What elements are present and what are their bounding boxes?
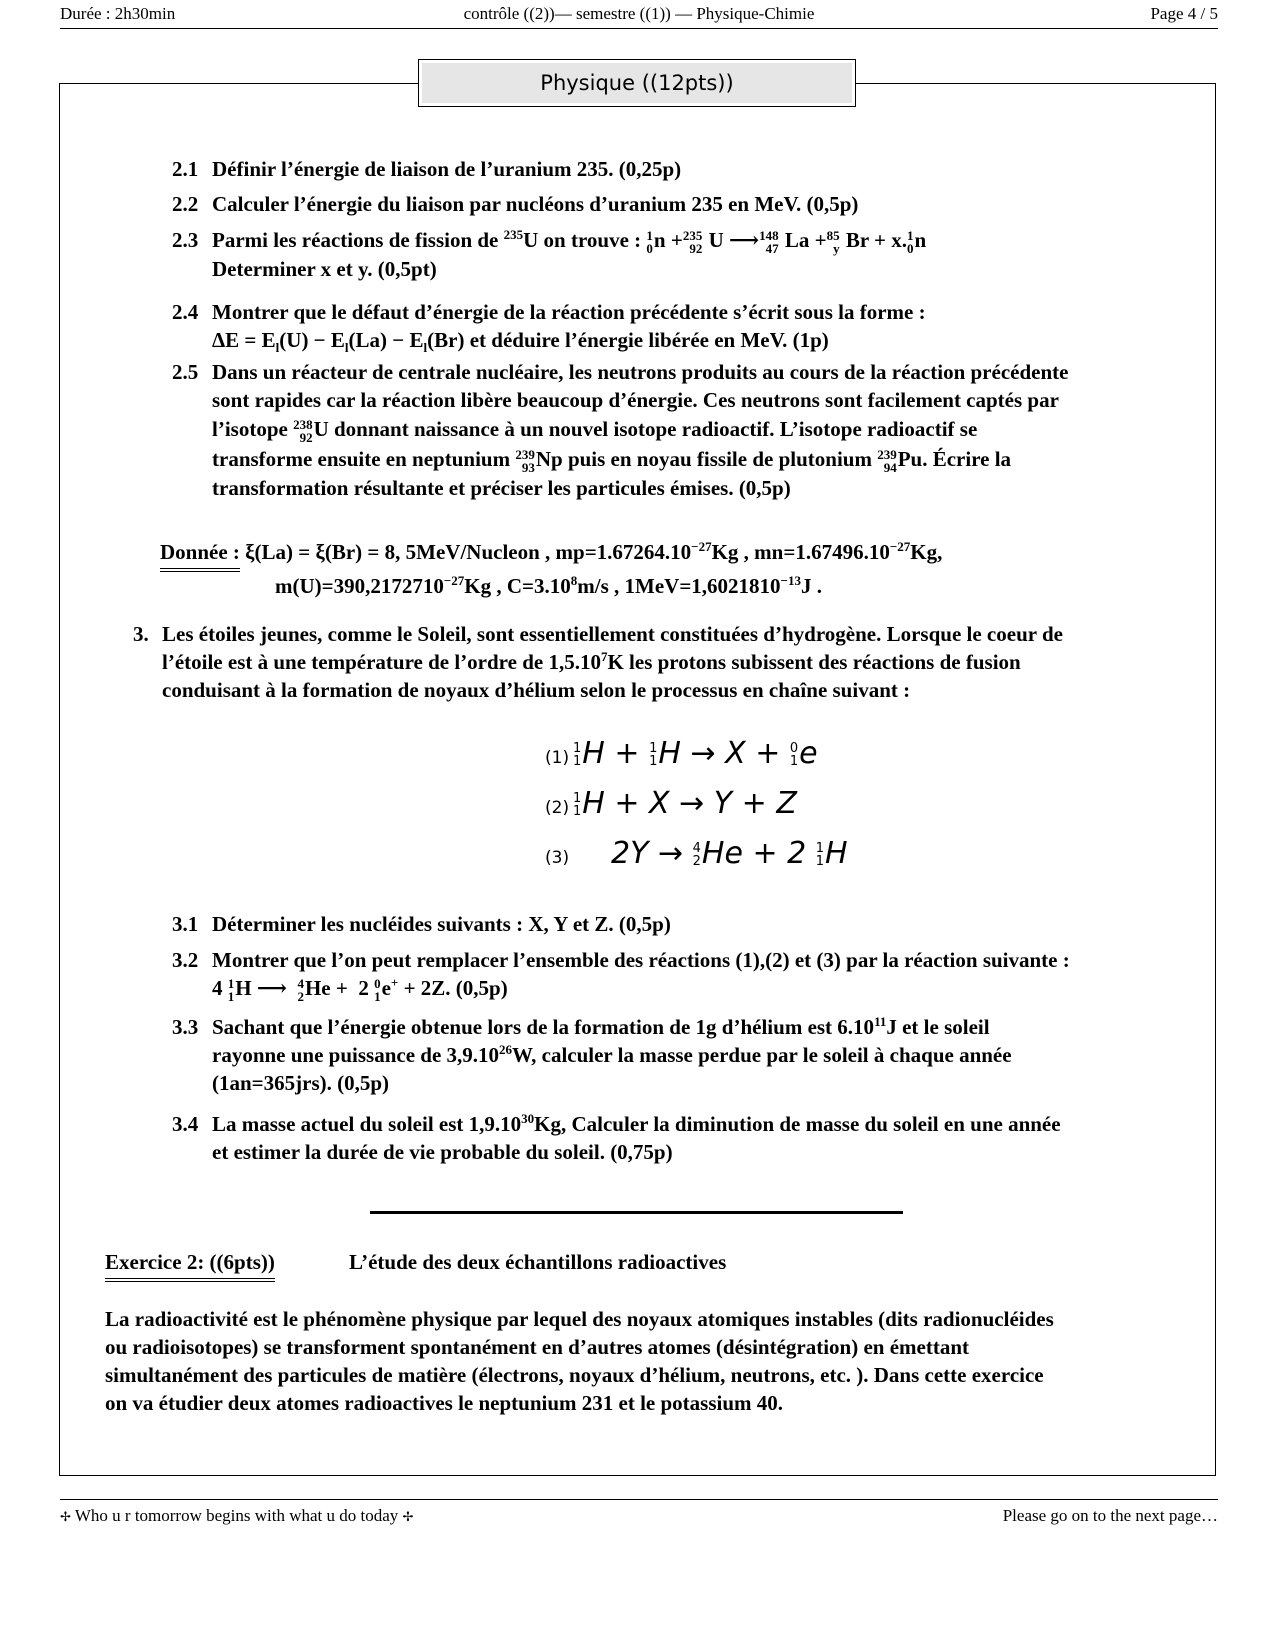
text-line [212,1013,1172,1041]
text-part: + 2Z. (0,5p) [403,976,508,1000]
text-part: transforme ensuite en neptunium [212,447,516,472]
text-line: conduisant à la formation de noyaux d’hélium selon le processus en chaîne suivant : [162,678,911,702]
question-number: 2.3 [172,228,199,252]
exponent: −27 [443,573,465,588]
question-number: 3.4 [172,1112,199,1136]
section-title: Physique ((12pts)) [422,63,852,103]
footer-motto [60,1506,413,1526]
data-block [160,538,1220,598]
text-part: La masse actuel du soleil est 1,9.10 [212,1112,522,1136]
text-line [162,648,1173,676]
question-text: Déterminer les nucléides suivants : X, Y et Z. (0,5p) [212,912,671,936]
text-part: m(U)=390,2172710 [275,574,444,598]
text-part: Np puis en noyau fissile de plutonium [535,447,878,472]
text-line: Montrer que le défaut d’énergie de la réaction précédente s’écrit sous la forme : [212,300,926,324]
text-part: et déduire l’énergie libérée en MeV. (1p) [464,328,829,352]
text-line: transforme ensuite en neptunium 239 93 Np puis en noyau fissile de plutonium 239 94 Pu. Écrire la [212,447,1012,476]
text-part: Parmi les réactions de fission de [212,228,504,252]
text-part: Pu. Écrire la [897,447,1012,472]
footer-text: Who u r tomorrow begins with what u do today [74,1506,399,1525]
question-number: 2.4 [172,300,199,324]
page-header [60,4,1218,29]
question-number: 3.2 [172,948,199,972]
text-part: K les protons subissent des réactions de fusion [607,650,1021,674]
section-divider [370,1211,903,1214]
text-line: simultanément des particules de matière (électrons, noyaux d’hélium, neutrons, etc. ). Dans cette exercice [105,1363,1044,1387]
reaction-3: (3) 2Y → 4 2 He + 2 1 1 H [545,836,848,871]
data-label: Donnée : [160,538,240,572]
question-number: 2.2 [172,192,199,216]
text-part: Kg , mn=1.67496.10 [711,540,890,564]
cross-icon: ✢ [402,1509,414,1524]
question-text: Définir l’énergie de liaison de l’uranium 235. (0,25p) [212,157,682,181]
text-part: J . [800,574,822,598]
question-number: 3.1 [172,912,199,936]
question-number: 2.5 [172,360,199,384]
exercise-label: Exercice 2: ((6pts)) [105,1248,275,1282]
text-line: et estimer la durée de vie probable du soleil. (0,75p) [212,1140,673,1164]
text-line: Les étoiles jeunes, comme le Soleil, sont essentiellement constituées d’hydrogène. Lorsque le coeur de [162,622,1063,646]
text-part: m/s , 1MeV=1,6021810 [577,574,781,598]
text-line [212,1110,1172,1138]
exponent: 8 [570,573,578,588]
reaction-tag: (1) [545,748,570,768]
text-part: W, calculer la masse perdue par le soleil à chaque année [512,1043,1012,1067]
question-number: 3.3 [172,1015,199,1039]
question-text [212,1013,1172,1097]
text-part: ξ(La) = ξ(Br) = 8, 5MeV/Nucleon , mp=1.67264.10 [245,540,692,564]
text-line: transformation résultante et préciser les particules émises. (0,5p) [212,476,791,501]
text-line: sont rapides car la réaction libère beaucoup d’énergie. Ces neutrons sont facilement captés par [212,388,1059,412]
text-part: Kg , C=3.10 [464,574,571,598]
exponent: −27 [889,539,911,554]
cross-icon: ✢ [60,1509,71,1524]
question-text [212,358,1172,502]
text-part: J et le soleil [886,1015,990,1039]
reaction-tag: (2) [545,798,570,818]
text-part: rayonne une puissance de 3,9.10 [212,1043,500,1067]
question-number: 3. [133,622,149,646]
exponent: 7 [600,649,608,664]
question-text [162,620,1173,704]
question-text-line2: Determiner x et y. (0,5pt) [212,257,437,282]
exam-title: contrôle ((2))— semestre ((1)) — Physique-Chimie [463,4,815,23]
text-line: 4 1 1 H ⟶ 4 2 He + 2 0 1 e+ + 2Z. (0,5p) [212,975,508,1005]
exponent: −27 [691,539,712,554]
text-part: Sachant que l’énergie obtenue lors de la formation de 1g d’hélium est 6.10 [212,1015,875,1039]
page-number: Page 4 / 5 [1150,4,1218,23]
text-line [212,1041,1172,1069]
reaction-tag: (3) [545,848,570,868]
text-part: l’isotope [212,417,294,441]
duration-label: Durée : 2h30min [60,4,176,23]
fission-equation: 1 0 n + 235 92 U ⟶ 148 47 La + 85 y Br + x. 1 0 n [646,228,927,257]
question-text: Parmi les réactions de fission de $^{235}$U on trouve : 1 0 n + 235 92 U ⟶ 148 47 La + 85 y Br + x. 1 0 n Determiner x et y. (0,5pt) [212,226,1172,283]
question-number: 2.1 [172,157,199,181]
exercise-title: L’étude des deux échantillons radioactives [349,1250,727,1274]
text-line: ou radioisotopes) se transforment spontanément en d’autres atomes (désintégration) en émettant [105,1335,970,1359]
text-line: l’isotope 238 92 U donnant naissance à un nouvel isotope radioactif. L’isotope radioactif se [212,417,978,446]
text-part: U donnant naissance à un nouvel isotope radioactif. L’isotope radioactif se [313,417,978,441]
reaction-1: (1) 1 1 H + 1 1 H → X + 0 1 e [545,736,818,771]
question-text: Calculer l’énergie du liaison par nucléons d’uranium 235 en MeV. (0,5p) [212,192,859,216]
exponent: −13 [780,573,801,588]
exponent: 30 [521,1111,535,1126]
text-part: Kg, Calculer la diminution de masse du soleil en une année [534,1112,1061,1136]
exponent: 11 [874,1014,887,1029]
text-part: U on trouve : [523,228,647,252]
page-footer [60,1499,1218,1525]
text-line: on va étudier deux atomes radioactives le neptunium 231 et le potassium 40. [105,1391,784,1415]
data-line-1 [245,540,942,564]
exponent: 26 [499,1042,513,1057]
question-text [212,946,1172,1003]
text-line: Montrer que l’on peut remplacer l’ensemble des réactions (1),(2) et (3) par la réaction suivante : [212,948,1070,972]
exercise-2-header [105,1248,727,1282]
text-line: $\Delta E = E_l(U) - E_l(La) - E_l(Br)$ et déduire l’énergie libérée en MeV. (1p) [212,328,829,356]
section-title-box [418,59,856,107]
text-part: Kg, [910,540,943,564]
question-text [212,298,1172,354]
question-text [212,1110,1172,1166]
next-page-note: Please go on to the next page… [1002,1506,1218,1525]
text-part: l’étoile est à une température de l’ordre de 1,5.10 [162,650,601,674]
exercise-2-intro [105,1305,1190,1417]
reaction-2: (2) 1 1 H + X → Y + Z [545,786,797,821]
data-line-2 [275,572,822,600]
text-line: Dans un réacteur de centrale nucléaire, les neutrons produits au cours de la réaction précédente [212,360,1069,384]
text-line: La radioactivité est le phénomène physique par lequel des noyaux atomiques instables (dits radionucléides [105,1307,1054,1331]
text-line: (1an=365jrs). (0,5p) [212,1071,390,1095]
